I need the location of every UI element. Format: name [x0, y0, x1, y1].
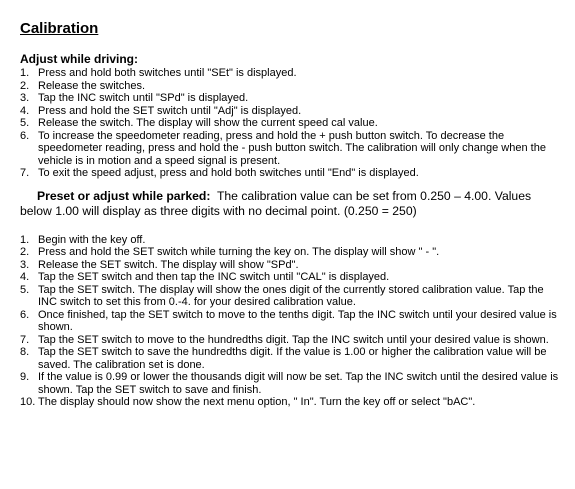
step-number: 8.	[20, 346, 30, 358]
list-item	[20, 117, 560, 130]
parked-steps-list	[20, 234, 560, 409]
parked-description: The calibration value can be set from 0.250 – 4.00. Values below 1.00 will display as three digits with no decimal point. (0.250 = 250)	[20, 188, 532, 218]
list-item	[20, 80, 560, 93]
step-number: 1.	[20, 67, 30, 79]
step-number: 3.	[20, 92, 30, 104]
step-text: Tap the SET switch. The display will show the ones digit of the currently stored calibration value. Tap the INC switch to set this from 0.-4. for your desired calibration value.	[38, 283, 544, 308]
step-number: 4.	[20, 104, 30, 117]
list-item	[20, 309, 560, 334]
list-item	[20, 334, 560, 347]
step-number: 2.	[20, 246, 30, 258]
step-number: 9.	[20, 371, 30, 383]
step-text: Release the switch. The display will show the current speed cal value.	[38, 117, 378, 129]
step-text: Press and hold both switches until "SEt" is displayed.	[38, 67, 297, 79]
step-number: 1.	[20, 233, 30, 246]
driving-heading: Adjust while driving:	[20, 52, 139, 66]
step-number: 5.	[20, 117, 30, 129]
step-number: 6.	[20, 129, 30, 142]
step-text: Release the switches.	[38, 79, 145, 92]
step-number: 5.	[20, 283, 30, 296]
step-text: Release the SET switch. The display will show "SPd".	[38, 258, 299, 271]
step-number: 6.	[20, 308, 30, 321]
step-text: Press and hold the SET switch while turning the key on. The display will show " - ".	[38, 246, 440, 258]
step-text: Tap the INC switch until "SPd" is displayed.	[38, 92, 249, 104]
step-number: 2.	[20, 79, 30, 92]
parked-heading: Preset or adjust while parked:	[37, 188, 211, 203]
step-text: Tap the SET switch to move to the hundredths digit. Tap the INC switch until your desired value is shown.	[38, 333, 549, 346]
list-item	[20, 284, 560, 309]
list-item	[20, 346, 560, 371]
page-title: Calibration	[20, 20, 99, 37]
step-text: Tap the SET switch and then tap the INC switch until "CAL" is displayed.	[38, 271, 390, 283]
list-item	[20, 246, 560, 259]
list-item	[20, 92, 560, 105]
list-item	[20, 396, 560, 409]
list-item	[20, 259, 560, 272]
step-number: 10.	[20, 396, 36, 408]
list-item	[20, 167, 560, 180]
parked-intro	[20, 189, 560, 219]
list-item	[20, 234, 560, 247]
step-text: Begin with the key off.	[38, 233, 146, 246]
list-item	[20, 105, 560, 118]
list-item	[20, 130, 560, 168]
driving-steps-list	[20, 67, 560, 180]
step-text: If the value is 0.99 or lower the thousands digit will now be set. Tap the INC switch until the desired value is shown. Tap the SET switch to save and finish.	[38, 371, 559, 396]
list-item	[20, 371, 560, 396]
step-text: To increase the speedometer reading, press and hold the + push button switch. To decrease the speedometer reading, press and hold the - push button switch. The calibration will only change when the vehicle is in motion and a speed signal is present.	[38, 129, 546, 167]
step-number: 4.	[20, 271, 30, 283]
step-text: Once finished, tap the SET switch to move to the tenths digit. Tap the INC switch until your desired value is shown.	[38, 308, 557, 333]
step-number: 7.	[20, 333, 30, 346]
list-item	[20, 67, 560, 80]
step-number: 3.	[20, 258, 30, 271]
step-text: To exit the speed adjust, press and hold both switches until "End" is displayed.	[38, 167, 419, 179]
step-text: The display should now show the next menu option, " In". Turn the key off or select "bAC".	[38, 396, 476, 408]
step-text: Press and hold the SET switch until "Adj" is displayed.	[38, 104, 302, 117]
step-number: 7.	[20, 167, 30, 179]
step-text: Tap the SET switch to save the hundredths digit. If the value is 1.00 or higher the calibration value will be saved. The calibration set is done.	[38, 346, 547, 371]
list-item	[20, 271, 560, 284]
document-page	[20, 20, 560, 409]
